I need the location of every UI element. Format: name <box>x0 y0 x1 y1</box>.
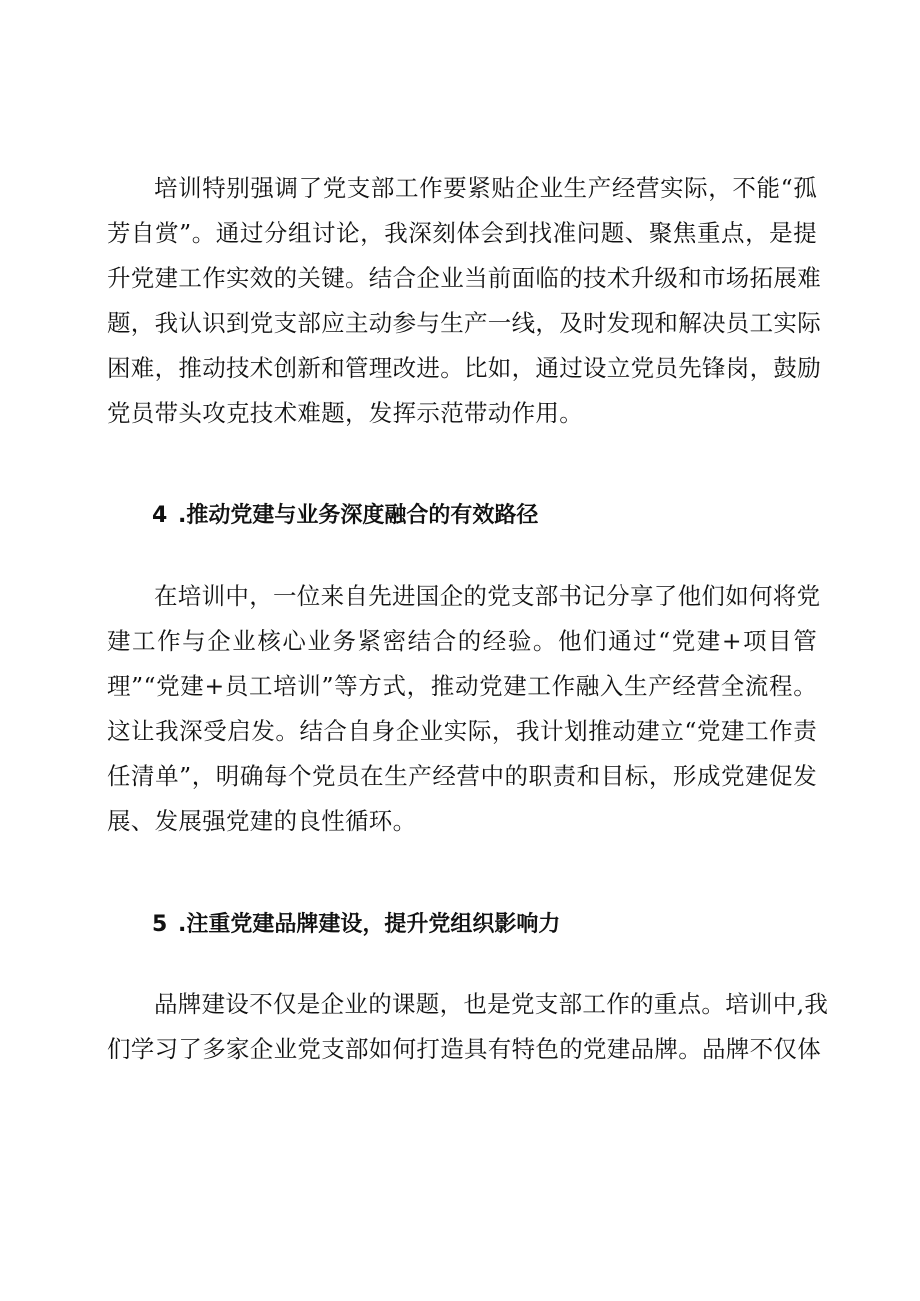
paragraph-line: 升党建工作实效的关键。结合企业当前面临的技术升级和市场拓展难 <box>107 264 821 292</box>
paragraph-line: 这让我深受启发。结合自身企业实际，我计划推动建立“党建工作责 <box>107 717 817 745</box>
section-number: 4 <box>152 503 168 528</box>
paragraph-line: 展、发展强党建的良性循环。 <box>107 807 417 835</box>
paragraph-line: 题，我认识到党支部应主动参与生产一线，及时发现和解决员工实际 <box>107 309 821 337</box>
paragraph-1 <box>107 166 821 436</box>
paragraph-line: 们学习了多家企业党支部如何打造具有特色的党建品牌。品牌不仅体 <box>107 1035 821 1063</box>
paragraph-2 <box>107 574 821 844</box>
section-heading-4 <box>152 501 538 531</box>
paragraph-line: 任清单”，明确每个党员在生产经营中的职责和目标，形成党建促发 <box>107 762 817 790</box>
paragraph-line: 建工作与企业核心业务紧密结合的经验。他们通过“党建+项目管 <box>107 627 817 655</box>
paragraph-line: 党员带头攻克技术难题，发挥示范带动作用。 <box>107 399 583 427</box>
section-heading-5 <box>152 910 560 940</box>
paragraph-line: 在培训中，一位来自先进国企的党支部书记分享了他们如何将党 <box>154 582 821 610</box>
paragraph-line: 培训特别强调了党支部工作要紧贴企业生产经营实际，不能“孤 <box>154 174 817 202</box>
section-title: .推动党建与业务深度融合的有效路径 <box>178 503 539 528</box>
paragraph-line: 芳自赏”。通过分组讨论，我深刻体会到找准问题、聚焦重点，是提 <box>107 219 817 247</box>
section-title: .注重党建品牌建设，提升党组织影响力 <box>178 912 561 937</box>
section-number: 5 <box>152 912 168 937</box>
paragraph-line: 品牌建设不仅是企业的课题，也是党支部工作的重点。培训中,我 <box>154 990 829 1018</box>
paragraph-3 <box>107 982 829 1072</box>
paragraph-line: 理”“党建+员工培训”等方式，推动党建工作融入生产经营全流程。 <box>107 672 817 700</box>
paragraph-line: 困难，推动技术创新和管理改进。比如，通过设立党员先锋岗，鼓励 <box>107 354 821 382</box>
